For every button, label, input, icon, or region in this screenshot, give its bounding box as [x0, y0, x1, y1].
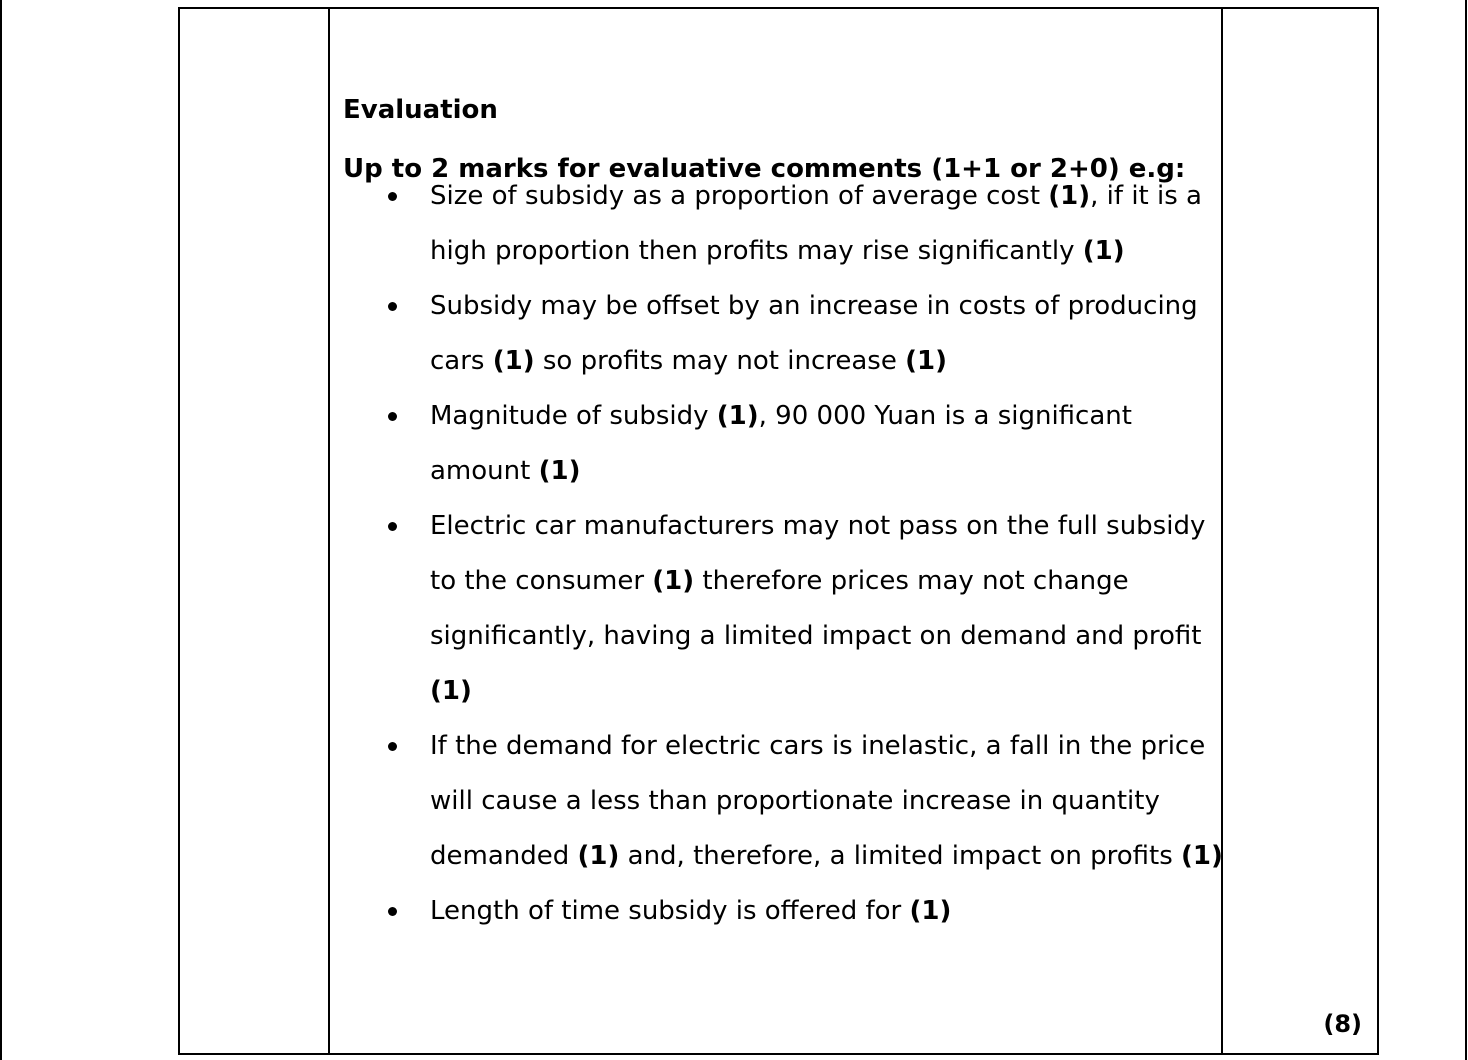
evaluation-point — [343, 719, 1223, 884]
bullet-icon — [388, 192, 397, 201]
section-heading: Evaluation — [343, 95, 498, 125]
mark-scheme-table — [178, 7, 1379, 1055]
bullet-icon — [388, 742, 397, 751]
point-text: Magnitude of subsidy — [430, 401, 717, 431]
point-text: , if it is a high proportion then profits may rise significantly — [430, 181, 1202, 266]
total-marks: (8) — [1323, 1010, 1362, 1038]
mark-allocation: (1) — [430, 676, 472, 706]
point-text: If the demand for electric cars is inelastic, a fall in the price will cause a less than proportionate increase in quantity demanded — [430, 731, 1206, 871]
column-divider-left — [328, 9, 330, 1053]
mark-allocation: (1) — [577, 841, 620, 871]
answer-cell — [343, 93, 1223, 939]
point-text: Length of time subsidy is offered for — [430, 896, 910, 926]
point-text: Size of subsidy as a proportion of average cost — [430, 181, 1049, 211]
mark-allocation: (1) — [652, 566, 695, 596]
point-text: and, therefore, a limited impact on profits — [619, 841, 1182, 871]
evaluation-point — [343, 279, 1223, 389]
evaluation-point — [343, 884, 1223, 939]
mark-allocation: (1) — [1082, 236, 1125, 266]
mark-allocation: (1) — [716, 401, 759, 431]
evaluation-point — [343, 389, 1223, 499]
mark-allocation: (1) — [1048, 181, 1091, 211]
bullet-icon — [388, 302, 397, 311]
evaluation-points-list — [343, 169, 1223, 939]
mark-allocation: (1) — [538, 456, 581, 486]
mark-allocation: (1) — [905, 346, 947, 376]
point-text: Subsidy may be offset by an increase in costs of producing cars — [430, 291, 1198, 376]
point-text: so profits may not increase — [534, 346, 906, 376]
page-edge-left — [0, 0, 2, 1060]
evaluation-point — [343, 499, 1223, 719]
point-text: therefore prices may not change significantly, having a limited impact on demand and profit — [430, 566, 1202, 651]
evaluation-point — [343, 169, 1223, 279]
point-text: Electric car manufacturers may not pass on the full subsidy to the consumer — [430, 511, 1206, 596]
marks-instruction: Up to 2 marks for evaluative comments (1+1 or 2+0) e.g: — [343, 154, 1186, 184]
mark-allocation: (1) — [909, 896, 952, 926]
bullet-icon — [388, 907, 397, 916]
bullet-icon — [388, 522, 397, 531]
mark-allocation: (1) — [1181, 841, 1223, 871]
point-text: , 90 000 Yuan is a significant amount — [430, 401, 1132, 486]
mark-allocation: (1) — [492, 346, 535, 376]
page-edge-right — [1465, 0, 1467, 1060]
bullet-icon — [388, 412, 397, 421]
